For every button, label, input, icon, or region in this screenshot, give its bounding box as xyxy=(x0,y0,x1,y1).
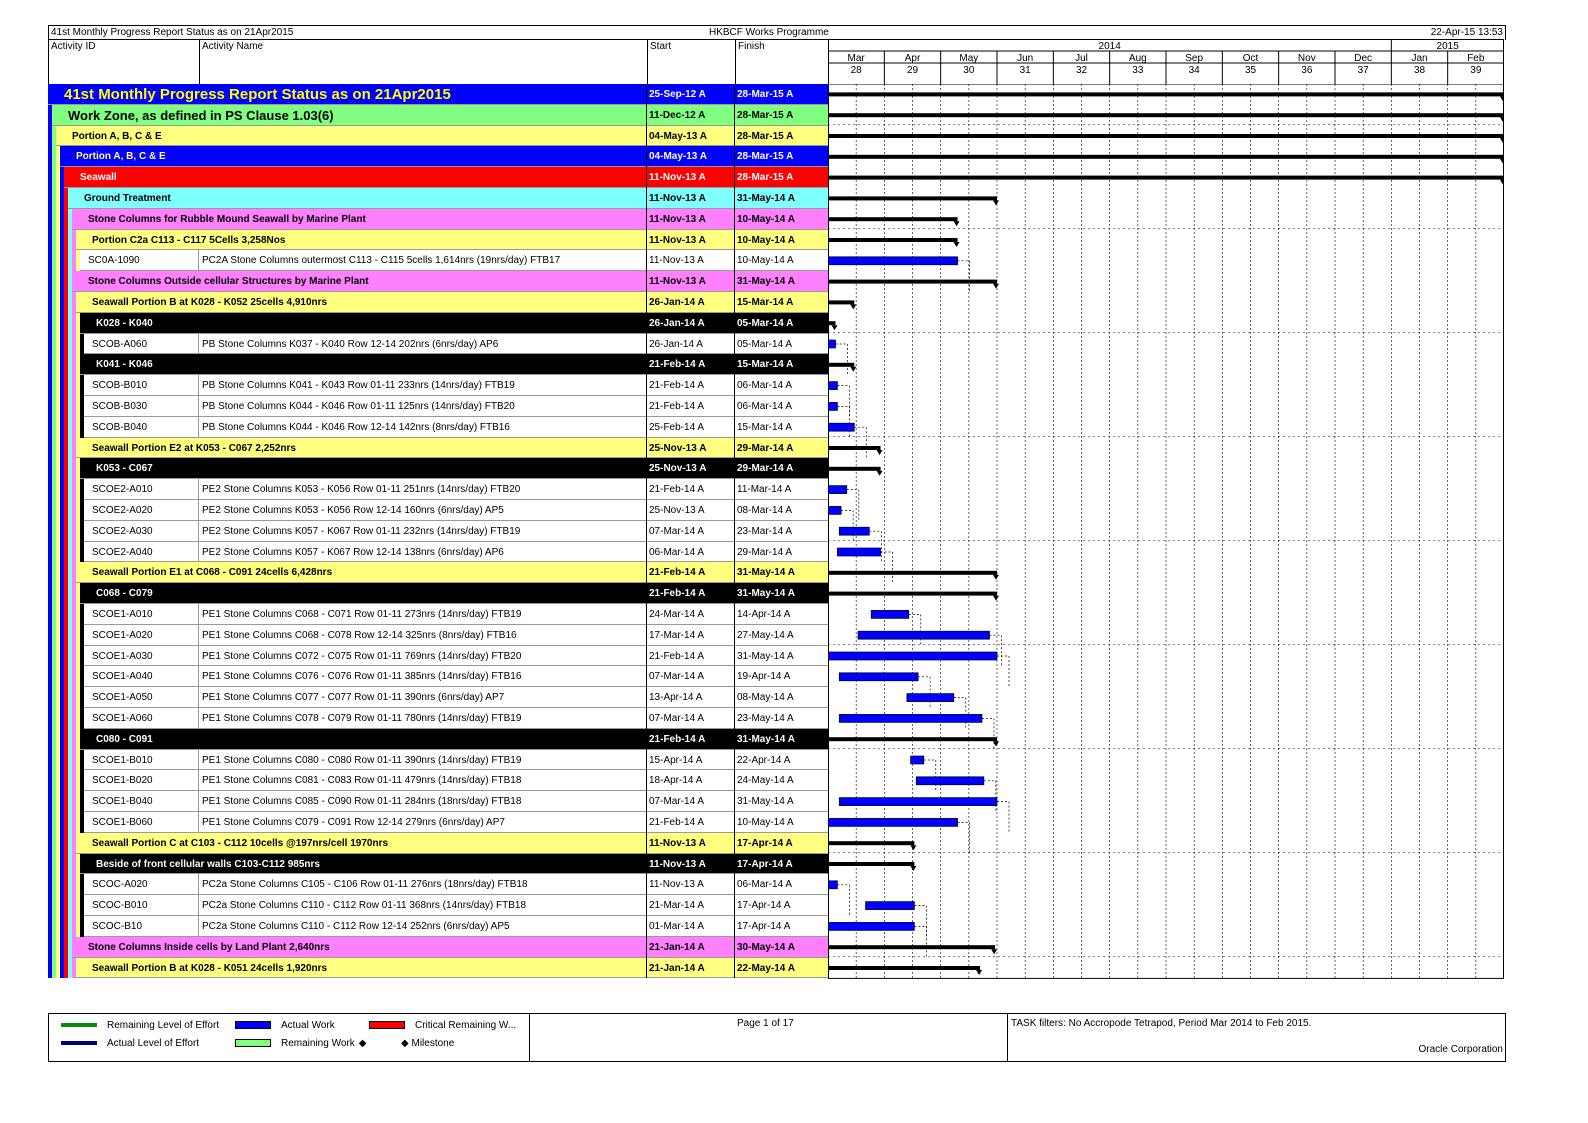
activity-id: SCOE1-B060 xyxy=(92,817,153,828)
activity-name: C080 - C091 xyxy=(96,733,153,745)
finish-date: 31-May-14 A xyxy=(737,796,794,808)
finish-date: 24-May-14 A xyxy=(737,775,794,787)
start-date: 11-Nov-13 A xyxy=(649,837,706,849)
start-date: 21-Jan-14 A xyxy=(649,962,705,974)
wbs-row[interactable] xyxy=(48,209,828,230)
activity-name: Seawall Portion B at K028 - K051 24cells 1,920nrs xyxy=(92,962,328,974)
activity-row[interactable] xyxy=(48,666,828,687)
start-date: 11-Nov-13 A xyxy=(649,255,704,267)
month-label: Aug xyxy=(1128,53,1147,64)
activity-id: SCOE1-A050 xyxy=(92,692,153,704)
activity-row[interactable] xyxy=(48,687,828,708)
timeline-header xyxy=(828,39,1504,85)
summary-bar xyxy=(828,134,1504,138)
summary-bar xyxy=(828,862,914,866)
activity-name: PE1 Stone Columns C068 - C071 Row 01-11 273nrs (14nrs/day) FTB19 xyxy=(202,609,522,620)
activity-row[interactable] xyxy=(48,750,828,771)
activity-name: PE1 Stone Columns C068 - C078 Row 12-14 325nrs (8nrs/day) FTB16 xyxy=(202,629,517,641)
activity-row[interactable] xyxy=(48,542,828,563)
finish-date: 31-May-14 A xyxy=(737,567,795,579)
finish-date: 08-May-14 A xyxy=(737,692,794,704)
start-date: 21-Jan-14 A xyxy=(649,941,705,953)
summary-bar xyxy=(828,196,997,200)
actual-work-bar xyxy=(866,902,915,910)
activity-name: PE2 Stone Columns K057 - K067 Row 01-11 232nrs (14nrs/day) FTB19 xyxy=(202,525,521,537)
week-label: 35 xyxy=(1244,65,1257,76)
activity-name: PC2a Stone Columns C110 - C112 Row 12-14 252nrs (6nrs/day) AP5 xyxy=(202,921,510,932)
activity-name: PE1 Stone Columns C072 - C075 Row 01-11 769nrs (14nrs/day) FTB20 xyxy=(202,650,522,662)
start-date: 07-Mar-14 A xyxy=(649,671,705,683)
start-date: 21-Feb-14 A xyxy=(649,650,705,662)
actual-work-bar xyxy=(839,714,982,722)
wbs-row[interactable] xyxy=(48,562,828,583)
page-number: Page 1 of 17 xyxy=(737,1018,794,1029)
start-date: 13-Apr-14 A xyxy=(649,692,703,704)
activity-row[interactable] xyxy=(48,625,828,646)
activity-row[interactable] xyxy=(48,521,828,542)
activity-name: Portion A, B, C & E xyxy=(72,130,162,142)
summary-bar xyxy=(828,280,997,284)
finish-date: 23-Mar-14 A xyxy=(737,525,793,537)
column-header xyxy=(48,39,830,87)
activity-row[interactable] xyxy=(48,375,828,396)
finish-date: 22-May-14 A xyxy=(737,962,795,974)
start-date: 25-Nov-13 A xyxy=(649,442,707,454)
activity-name: PB Stone Columns K044 - K046 Row 12-14 142nrs (8nrs/day) FTB16 xyxy=(202,421,510,433)
legend-milestone: ◆ Milestone xyxy=(401,1038,455,1049)
company-name: Oracle Corporation xyxy=(1418,1044,1503,1055)
wbs-row[interactable] xyxy=(48,167,828,188)
start-date: 25-Nov-13 A xyxy=(649,505,705,516)
summary-bar xyxy=(828,113,1504,117)
year-label: 2014 xyxy=(1098,41,1121,52)
finish-date: 10-May-14 A xyxy=(737,255,794,267)
summary-bar xyxy=(828,446,881,450)
summary-bar xyxy=(828,300,854,304)
start-date: 11-Nov-13 A xyxy=(649,234,706,246)
activity-name: Seawall Portion B at K028 - K052 25cells 4,910nrs xyxy=(92,297,328,308)
activity-id: SCOE1-B010 xyxy=(92,754,153,766)
week-label: 29 xyxy=(906,65,919,76)
activity-row[interactable] xyxy=(48,812,828,833)
month-label: Feb xyxy=(1467,53,1485,64)
actual-work-bar xyxy=(828,423,854,431)
month-label: May xyxy=(959,53,979,64)
activity-name: K041 - K046 xyxy=(96,359,153,371)
print-date: 22-Apr-15 13:53 xyxy=(1430,27,1503,38)
col-start: Start xyxy=(647,40,671,85)
summary-bar xyxy=(828,966,980,970)
activity-id: SCOE1-A060 xyxy=(92,713,153,724)
actual-work-bar xyxy=(907,694,954,702)
finish-date: 31-May-14 A xyxy=(737,733,795,745)
start-date: 04-May-13 A xyxy=(649,130,707,142)
summary-bar xyxy=(828,155,1504,159)
finish-date: 05-Mar-14 A xyxy=(737,317,794,329)
activity-name: 41st Monthly Progress Report Status as on 21Apr2015 xyxy=(64,86,451,103)
activity-id: SCOB-A060 xyxy=(92,338,148,350)
wbs-row[interactable] xyxy=(48,833,828,854)
actual-work-bar xyxy=(828,818,958,826)
activity-name: Seawall Portion C at C103 - C112 10cells @197nrs/cell 1970nrs xyxy=(92,837,389,849)
start-date: 07-Mar-14 A xyxy=(649,796,705,808)
year-label: 2015 xyxy=(1436,41,1459,52)
activity-id: SC0A-1090 xyxy=(88,255,140,267)
activity-name: PC2a Stone Columns C110 - C112 Row 01-11 368nrs (14nrs/day) FTB18 xyxy=(202,900,527,912)
actual-work-bar xyxy=(837,548,880,556)
start-date: 26-Jan-14 A xyxy=(649,338,703,350)
finish-date: 31-May-14 A xyxy=(737,650,794,662)
summary-bar xyxy=(828,92,1504,96)
activity-id: SCOE1-B020 xyxy=(92,775,153,787)
activity-name: PE1 Stone Columns C081 - C083 Row 01-11 479nrs (14nrs/day) FTB18 xyxy=(202,775,522,787)
actual-work-bar xyxy=(828,506,841,514)
week-label: 39 xyxy=(1470,65,1482,76)
finish-date: 14-Apr-14 A xyxy=(737,609,791,620)
activity-row[interactable] xyxy=(48,417,828,438)
activity-name: PB Stone Columns K037 - K040 Row 12-14 202nrs (6nrs/day) AP6 xyxy=(202,338,499,350)
col-activity-id: Activity ID xyxy=(51,41,96,52)
finish-date: 19-Apr-14 A xyxy=(737,671,791,683)
start-date: 06-Mar-14 A xyxy=(649,546,705,558)
week-label: 38 xyxy=(1413,65,1426,76)
summary-bar xyxy=(828,467,881,471)
finish-date: 15-Mar-14 A xyxy=(737,297,794,308)
actual-work-bar xyxy=(858,631,989,639)
finish-date: 28-Mar-15 A xyxy=(737,89,794,100)
activity-row[interactable] xyxy=(48,791,828,812)
programme-title: HKBCF Works Programme xyxy=(709,27,829,38)
start-date: 11-Nov-13 A xyxy=(649,193,706,204)
start-date: 07-Mar-14 A xyxy=(649,713,705,724)
start-date: 11-Nov-13 A xyxy=(649,858,706,870)
summary-bar xyxy=(828,841,914,845)
col-activity-name: Activity Name xyxy=(199,40,263,85)
start-date: 21-Feb-14 A xyxy=(649,567,706,579)
finish-date: 28-Mar-15 A xyxy=(737,172,794,184)
actual-work-bar xyxy=(839,798,997,806)
activity-name: PE2 Stone Columns K053 - K056 Row 12-14 160nrs (6nrs/day) AP5 xyxy=(202,505,504,516)
activity-row[interactable] xyxy=(48,479,828,500)
start-date: 18-Apr-14 A xyxy=(649,775,703,787)
activity-name: K028 - K040 xyxy=(96,317,153,329)
start-date: 21-Feb-14 A xyxy=(649,733,706,745)
wbs-row[interactable] xyxy=(48,583,828,604)
finish-date: 28-Mar-15 A xyxy=(737,109,794,121)
activity-name: Stone Columns Inside cells by Land Plant 2,640nrs xyxy=(88,941,330,953)
wbs-row[interactable] xyxy=(48,354,828,375)
report-header xyxy=(48,25,1506,40)
activity-id: SCOE2-A030 xyxy=(92,525,153,537)
finish-date: 27-May-14 A xyxy=(737,629,794,641)
finish-date: 06-Mar-14 A xyxy=(737,401,793,412)
activity-name: PE2 Stone Columns K057 - K067 Row 12-14 138nrs (6nrs/day) AP6 xyxy=(202,546,504,558)
summary-bar xyxy=(828,945,995,949)
month-label: Dec xyxy=(1354,53,1373,64)
finish-date: 29-Mar-14 A xyxy=(737,546,793,558)
summary-bar xyxy=(828,363,854,367)
month-label: Jan xyxy=(1411,53,1428,64)
gantt-chart xyxy=(828,84,1504,982)
actual-work-bar xyxy=(828,402,837,410)
wbs-row[interactable] xyxy=(48,958,828,979)
summary-bar xyxy=(828,321,836,325)
wbs-row[interactable] xyxy=(48,230,828,251)
activity-id: SCOE1-A040 xyxy=(92,671,153,683)
activity-id: SCOE1-A010 xyxy=(92,609,153,620)
finish-date: 17-Apr-14 A xyxy=(737,858,793,870)
start-date: 25-Sep-12 A xyxy=(649,89,706,100)
finish-date: 17-Apr-14 A xyxy=(737,900,791,912)
activity-name: Stone Columns Outside cellular Structures by Marine Plant xyxy=(88,276,369,288)
legend-actual-work: Actual Work xyxy=(235,1020,335,1031)
activity-row[interactable] xyxy=(48,250,828,271)
start-date: 11-Nov-13 A xyxy=(649,172,706,184)
finish-date: 11-Mar-14 A xyxy=(737,484,792,496)
start-date: 11-Dec-12 A xyxy=(649,109,706,121)
finish-date: 23-May-14 A xyxy=(737,713,794,724)
actual-work-bar xyxy=(839,527,869,535)
col-finish: Finish xyxy=(735,40,765,85)
start-date: 21-Feb-14 A xyxy=(649,588,706,600)
milestone-icon: ◆ xyxy=(401,1038,409,1049)
activity-id: SCOB-B040 xyxy=(92,421,148,433)
wbs-row[interactable] xyxy=(48,854,828,875)
activity-name: PE2 Stone Columns K053 - K056 Row 01-11 251nrs (14nrs/day) FTB20 xyxy=(202,484,521,496)
finish-date: 17-Apr-14 A xyxy=(737,837,793,849)
start-date: 04-May-13 A xyxy=(649,151,707,163)
actual-work-bar xyxy=(828,257,958,265)
report-footer xyxy=(48,1013,1506,1062)
finish-date: 31-May-14 A xyxy=(737,276,795,288)
month-label: Apr xyxy=(904,53,921,64)
month-label: Jul xyxy=(1075,53,1088,64)
wbs-row[interactable] xyxy=(48,105,828,126)
summary-bar xyxy=(828,238,958,242)
activity-name: Portion A, B, C & E xyxy=(76,151,166,163)
start-date: 17-Mar-14 A xyxy=(649,629,705,641)
finish-date: 28-Mar-15 A xyxy=(737,151,794,163)
activity-name: PE1 Stone Columns C078 - C079 Row 01-11 780nrs (14nrs/day) FTB19 xyxy=(202,713,522,724)
activity-id: SCOE1-B040 xyxy=(92,796,153,808)
finish-date: 29-Mar-14 A xyxy=(737,463,794,475)
start-date: 21-Feb-14 A xyxy=(649,380,705,392)
week-label: 34 xyxy=(1188,65,1200,76)
start-date: 26-Jan-14 A xyxy=(649,317,705,329)
activity-id: SCOE2-A020 xyxy=(92,505,153,516)
wbs-row[interactable] xyxy=(48,84,828,105)
start-date: 21-Feb-14 A xyxy=(649,401,705,412)
finish-date: 10-May-14 A xyxy=(737,213,795,225)
activity-name: Seawall xyxy=(80,172,117,184)
activity-name: PE1 Stone Columns C085 - C090 Row 01-11 284nrs (18nrs/day) FTB18 xyxy=(202,796,522,808)
report-title: 41st Monthly Progress Report Status as on 21Apr2015 xyxy=(51,27,294,38)
finish-date: 10-May-14 A xyxy=(737,234,795,246)
summary-bar xyxy=(828,176,1504,180)
start-date: 15-Apr-14 A xyxy=(649,754,703,766)
legend-critical-remaining: Critical Remaining W... xyxy=(369,1020,516,1031)
actual-work-bar xyxy=(871,610,909,618)
start-date: 21-Mar-14 A xyxy=(649,900,705,912)
month-label: Nov xyxy=(1297,53,1316,64)
finish-date: 28-Mar-15 A xyxy=(737,130,794,142)
start-date: 25-Feb-14 A xyxy=(649,421,705,433)
activity-name: Portion C2a C113 - C117 5Cells 3,258Nos xyxy=(92,234,286,246)
week-label: 37 xyxy=(1357,65,1369,76)
activity-row[interactable] xyxy=(48,334,828,355)
actual-work-bar xyxy=(828,340,836,348)
start-date: 11-Nov-13 A xyxy=(649,213,706,225)
week-label: 31 xyxy=(1019,65,1031,76)
start-date: 24-Mar-14 A xyxy=(649,609,705,620)
week-label: 30 xyxy=(963,65,975,76)
activity-name: Stone Columns for Rubble Mound Seawall by Marine Plant xyxy=(88,213,366,225)
activity-name: PE1 Stone Columns C079 - C091 Row 12-14 279nrs (6nrs/day) AP7 xyxy=(202,817,505,828)
activity-name: PE1 Stone Columns C076 - C076 Row 01-11 385nrs (14nrs/day) FTB16 xyxy=(202,671,522,683)
month-label: Oct xyxy=(1242,53,1259,64)
start-date: 25-Nov-13 A xyxy=(649,463,707,475)
activity-name: Seawall Portion E1 at C068 - C091 24cells 6,428nrs xyxy=(92,567,333,579)
start-date: 21-Feb-14 A xyxy=(649,817,705,828)
month-label: Sep xyxy=(1185,53,1204,64)
activity-row[interactable] xyxy=(48,396,828,417)
finish-date: 15-Mar-14 A xyxy=(737,359,794,371)
activity-id: SCOE2-A040 xyxy=(92,546,153,558)
actual-work-bar xyxy=(916,777,984,785)
activity-row[interactable] xyxy=(48,646,828,667)
actual-work-bar xyxy=(828,881,837,889)
activity-row[interactable] xyxy=(48,770,828,791)
wbs-row[interactable] xyxy=(48,458,828,479)
finish-date: 08-Mar-14 A xyxy=(737,505,793,516)
legend-remaining-work: Remaining Work ◆ xyxy=(235,1038,366,1049)
finish-date: 06-Mar-14 A xyxy=(737,380,793,392)
finish-date: 22-Apr-14 A xyxy=(737,754,791,766)
activity-row[interactable] xyxy=(48,500,828,521)
activity-name: PC2A Stone Columns outermost C113 - C115 5cells 1,614nrs (19nrs/day) FTB17 xyxy=(202,255,561,267)
finish-date: 29-Mar-14 A xyxy=(737,442,794,454)
activity-name: PB Stone Columns K041 - K043 Row 01-11 233nrs (14nrs/day) FTB19 xyxy=(202,380,515,392)
activity-name: Beside of front cellular walls C103-C112 985nrs xyxy=(96,858,320,870)
actual-work-bar xyxy=(828,382,837,390)
activity-row[interactable] xyxy=(48,895,828,916)
activity-name: Seawall Portion E2 at K053 - C067 2,252nrs xyxy=(92,442,296,454)
activity-id: SCOB-B030 xyxy=(92,401,148,412)
actual-work-bar xyxy=(828,486,847,494)
wbs-row[interactable] xyxy=(48,729,828,750)
actual-work-bar xyxy=(839,673,918,681)
summary-bar xyxy=(828,571,997,575)
activity-id: SCOC-B010 xyxy=(92,900,148,912)
wbs-row[interactable] xyxy=(48,146,828,167)
summary-bar xyxy=(828,737,997,741)
start-date: 11-Nov-13 A xyxy=(649,276,706,288)
finish-date: 06-Mar-14 A xyxy=(737,879,793,891)
activity-name: Work Zone, as defined in PS Clause 1.03(6) xyxy=(68,107,334,123)
week-label: 33 xyxy=(1132,65,1144,76)
activity-id: SCOE1-A020 xyxy=(92,629,153,641)
activity-name: PC2a Stone Columns C105 - C106 Row 01-11 276nrs (18nrs/day) FTB18 xyxy=(202,879,528,891)
month-label: Mar xyxy=(847,53,865,64)
start-date: 26-Jan-14 A xyxy=(649,297,705,308)
activity-id: SCOB-B010 xyxy=(92,380,148,392)
legend-remaining-loe: Remaining Level of Effort xyxy=(61,1020,219,1031)
activity-name: Ground Treatment xyxy=(84,193,171,204)
start-date: 11-Nov-13 A xyxy=(649,879,704,891)
activity-id: SCOE2-A010 xyxy=(92,484,153,496)
finish-date: 10-May-14 A xyxy=(737,817,794,828)
activity-name: PB Stone Columns K044 - K046 Row 01-11 125nrs (14nrs/day) FTB20 xyxy=(202,401,515,412)
activity-name: K053 - C067 xyxy=(96,463,153,475)
actual-work-bar xyxy=(828,652,997,660)
actual-work-bar xyxy=(828,922,914,930)
wbs-row[interactable] xyxy=(48,937,828,958)
activity-row[interactable] xyxy=(48,916,828,937)
wbs-row[interactable] xyxy=(48,438,828,459)
wbs-row[interactable] xyxy=(48,271,828,292)
finish-date: 15-Mar-14 A xyxy=(737,421,793,433)
week-label: 32 xyxy=(1075,65,1088,76)
start-date: 07-Mar-14 A xyxy=(649,525,705,537)
week-label: 36 xyxy=(1301,65,1313,76)
start-date: 01-Mar-14 A xyxy=(649,921,705,932)
activity-row[interactable] xyxy=(48,874,828,895)
activity-name: PE1 Stone Columns C077 - C077 Row 01-11 390nrs (6nrs/day) AP7 xyxy=(202,692,505,704)
start-date: 21-Feb-14 A xyxy=(649,484,705,496)
finish-date: 05-Mar-14 A xyxy=(737,338,793,350)
wbs-row[interactable] xyxy=(48,313,828,334)
wbs-row[interactable] xyxy=(48,188,828,209)
wbs-row[interactable] xyxy=(48,292,828,313)
finish-date: 31-May-14 A xyxy=(737,588,795,600)
activity-row[interactable] xyxy=(48,604,828,625)
summary-bar xyxy=(828,592,997,596)
finish-date: 17-Apr-14 A xyxy=(737,921,791,932)
actual-work-bar xyxy=(911,756,924,764)
activity-id: SCOC-A020 xyxy=(92,879,148,891)
wbs-row[interactable] xyxy=(48,126,828,147)
activity-id: SCOE1-A030 xyxy=(92,650,153,662)
week-label: 28 xyxy=(850,65,862,76)
task-filters: TASK filters: No Accropode Tetrapod, Period Mar 2014 to Feb 2015. xyxy=(1011,1018,1312,1029)
summary-bar xyxy=(828,217,958,221)
start-date: 21-Feb-14 A xyxy=(649,359,706,371)
activity-row[interactable] xyxy=(48,708,828,729)
activity-id: SCOC-B10 xyxy=(92,921,143,932)
finish-date: 31-May-14 A xyxy=(737,193,795,204)
legend-actual-loe: Actual Level of Effort xyxy=(61,1038,199,1049)
activity-name: PE1 Stone Columns C080 - C080 Row 01-11 390nrs (14nrs/day) FTB19 xyxy=(202,754,522,766)
finish-date: 30-May-14 A xyxy=(737,941,795,953)
month-label: Jun xyxy=(1017,53,1034,64)
activity-name: C068 - C079 xyxy=(96,588,153,600)
